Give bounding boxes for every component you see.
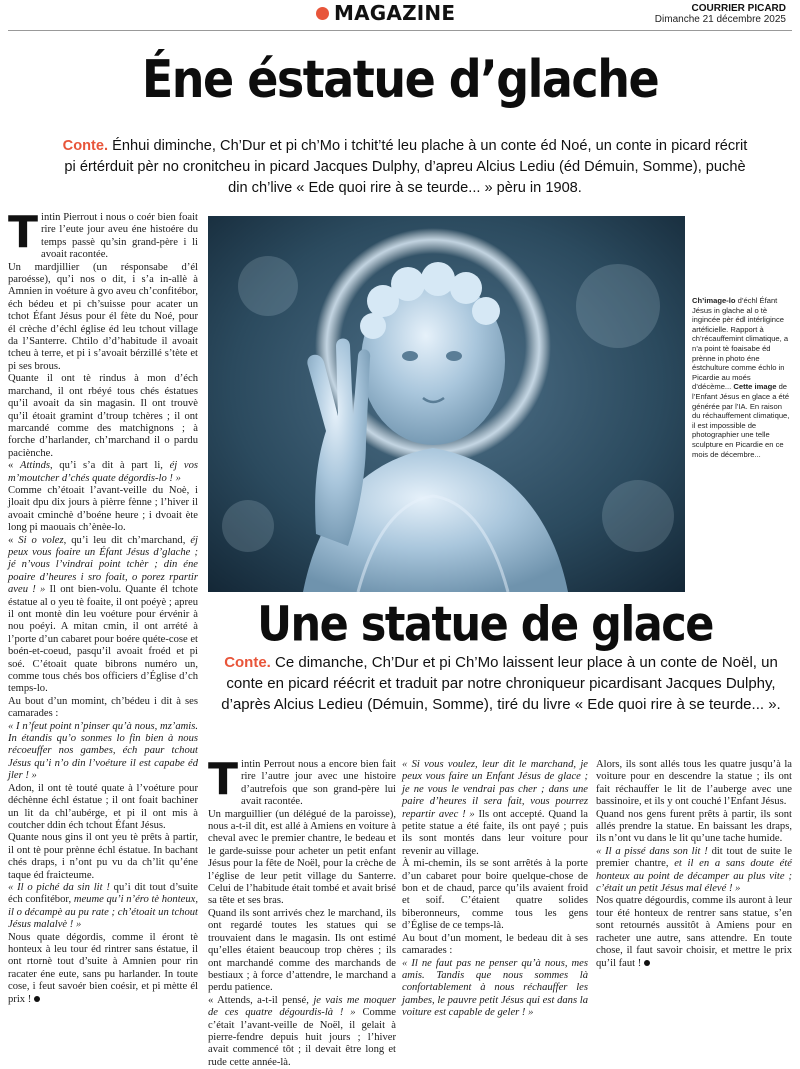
page-header [0, 0, 800, 30]
standfirst-label: Conte. [224, 654, 271, 671]
caption-text-picard: d’échl Éfant Jésus in glache al o tè ingincée pèr édl intérligince artéficielle. Rapport à ch’récauffemint climatique, a n’a point tè foaisabe éd prènne in photo éne éstchulture comme échlo in Picardie au moés d’décème... [692, 296, 789, 392]
standfirst-text: Ce dimanche, Ch’Dur et pi Ch’Mo laissent leur place à un conte de Noël, un conte en picard réécrit et traduit par notre chroniqueur picardisant Jacques Dulphy, d’après Alcius Ledieu (Démuin, Somme), tiré du livre « Ede quoi rire à se teurde... ». [221, 654, 781, 713]
drop-cap: T [8, 207, 39, 258]
headline-french: Une statue de glace [257, 597, 713, 653]
caption-title-french: Cette image [733, 382, 777, 392]
paragraph: Nous quate dégordis, comme il éront tè honteux à leu tour éd rintrer sans éstatue, il ont rtornè tout d’suite à Amnien pour rin racater éne eute, sans pu harlander. In toute cose, i feut savoér bien coésir, et pi mètte él prix ! [8, 931, 198, 1005]
paragraph: Alors, ils sont allés tous les quatre jusqu’à la voiture pour en descendre la statue ; ils ont fait réchauffer le lit de l’auberge avec une bassinoire, et ils y ont couché l’Enfant Jésus. [596, 759, 792, 808]
rubric-bullet-icon [316, 7, 329, 20]
standfirst-text: Énhui diminche, Ch’Dur et pi ch’Mo i tchit’té leu plache à un conte éd Noé, un conte in picard récrit pi értérduit pèr no cronitcheu in picard Jacques Dulphy, d’apreu Alcius Lediu (éd Démuin, Somme), puchè din ch’live « Ede quoi rire à se teurde... » pèru in 1908. [64, 138, 748, 196]
paragraph: Quante nous gins il ont yeu tè prêts à partir, il ont tè pour prènne échl éstatue. In bachant chés draps, i n’ont pu vu da ch’lit qu’éne taque éd fraicteume. [8, 832, 198, 881]
article-body-french-col1 [208, 754, 397, 1069]
rubric-title: MAGAZINE [334, 1, 456, 25]
paragraph: Nos quatre dégourdis, comme ils auront à leur tour été honteux de rentrer sans statue, s’en sont retournés aussitôt à Amiens pour en racheter une autre, sans attendre. En toute chose, il faut savoir choisir, et mettre le prix qu’il faut ! [596, 895, 792, 969]
paragraph: Quand ils sont arrivés chez le marchand, ils ont regardé toutes les statues qui se trouvaient dans le magasin. Ils ont estimé qu’elles étaient beaucoup trop chères ; ils ont marchandé comme des marchands de bestiaux ; à force d’attendre, le marchand a perdu patience. [208, 907, 396, 994]
paragraph: Quante il ont tè rindus à mon d’éch marchand, il ont rbéyé tous chés éstatues qu’il avoait da sin magasin. Il ont trouvè qu’il étoait gramint d’troup tchères ; il ont marcandé comme des matchignons ; à forche d’harlander, ch’marchand il o pardu paciènche. [8, 373, 198, 459]
paragraph: « Il a pissé dans son lit ! dit tout de suite le premier chantre, et il en a sans doute été honteux au point de décamper au plus vite ; c’était un petit Jésus mal élevé ! » [596, 845, 792, 895]
paragraph: intin Pierrout i nous o coér bien foait rire l’eute jour aveu éne histoére du temps passè qu’sin grand-père i li avoait racontée. [41, 212, 198, 261]
drop-cap: T [208, 754, 239, 805]
paragraph: « Si vous voulez, leur dit le marchand, je peux vous faire un Enfant Jésus de glace ; je ne vous le vendrai pas cher ; dans une paire d’heures il sera fait, vous pourrez repartir avec ! » Ils ont accepté. Quand la petite statue a été faite, ils ont payé ; puis ils sont montés dans leur voiture pour revenir au village. [402, 759, 588, 857]
issue-date: Dimanche 21 décembre 2025 [654, 14, 786, 25]
paragraph: intin Perrout nous a encore bien fait rire l’autre jour avec une histoire d’autrefois que son grand-père lui avait racontée. [241, 759, 396, 808]
paragraph: « Si o volez, qu’i leu dit ch’marchand, éj peux vous foaire un Éfant Jésus d’glache ; jé n’vous l’vindrai point tchèr ; din éne poaire d’heures i sro foait, o porez rpartir aveu ! » Il ont bien-volu. Quante él tchote éstatue al o yeu tè foaite, il ont poéyè ; apreu il ont montè din leu voéture pour érvénir à nou poéyi. A mitan cmin, il ont arrété à l’porte d’un cabaret pour boére quéte-cose et boén-et-coeud, pasqu’il avoait froéd et pi soé. C’étoait quate bibrons numéro un, comme tous chés bos officiers d’Église d’ch temps-lo. [8, 534, 199, 695]
paragraph: À mi-chemin, ils se sont arrêtés à la porte d’un cabaret pour boire quelque-chose de bon et de chaud, parce qu’ils avaient froid et soif. C’étaient quatre solides biberonneurs, comme tous les gens d’Église de ce temps-là. [402, 858, 588, 932]
paragraph: Au bout d’un moment, le bedeau dit à ses camarades : [402, 932, 588, 957]
paragraph: « Attinds, qu’i s’a dit à part li, éj vos m’moutcher d’chés quate dégordis-lo ! » [8, 460, 199, 484]
newspaper-name: COURRIER PICARD [691, 3, 786, 14]
headline-picard: Éne éstatue d’glache [141, 48, 659, 110]
paragraph: Quand nos gens furent prêts à partir, ils sont allés prendre la statue. En baissant les draps, ils n’ont vu dans le lit qu’une tache humide. [596, 808, 792, 845]
article-body-picard [8, 207, 199, 1006]
caption-title-picard: Ch’image-lo [692, 296, 736, 305]
paragraph: Un mardjillier (un résponsabe d’él paroésse), qu’i nos o dit, i s’a in-allè à Amnien in voéture à gvo aveu ch’confitébor, éch bédeu et pi ch’suisse pour acater un tchot Éfant Jésus pour él fète du Noé, pour él crèche d’échl église éd leu tchout village da l’Santerre. Chtilo d’d’habitude il avoait tcheu à terre, et pi i s’avoait bérzillé s’tète et pi ses brous. [8, 261, 198, 372]
standfirst-label: Conte. [62, 138, 109, 154]
article-body-french-col2 [402, 759, 588, 1020]
ice-statue-photo [208, 216, 685, 592]
paragraph: Adon, il ont tè touté quate à l’voéture pour déchènne échl éstatue ; il ont foait bachiner un lit da chl’aubérge, et pi il ont mis à coutcher ddin éch tchout Éfant Jésus. [8, 782, 198, 831]
end-of-article-icon [644, 960, 650, 966]
end-of-article-icon [34, 996, 40, 1002]
paragraph: Au bout d’un momint, ch’bédeu i dit à ses camarades : [8, 695, 198, 720]
masthead [655, 3, 786, 25]
article-body-french-col3 [596, 759, 792, 970]
paragraph: « Il o piché da sin lit ! qu’i dit tout d’suite éch confitébor, meume qu’i n’éro tè honteux, il o décampè au pu rate ; ch’étoait un tchout Jésus malalvè ! » [8, 881, 199, 931]
photo-caption [692, 296, 792, 459]
standfirst-french [212, 652, 790, 715]
paragraph: « Attends, a-t-il pensé, je vais me moquer de ces quatre dégourdis-là ! » Comme c’était l’avant-veille de Noël, il gelait à pierre-fendre depuis huit jours ; l’hiver avait commencé tôt ; il devait être long et rude cette année-là. [208, 994, 397, 1068]
paragraph: « I n’feut point n’pinser qu’à nous, mz’amis. In étandis qu’o sonmes lo fin bien à nous récoeuffer nos gambes, éch paur tchout Jésus qu’i n’o din l’voéture il est capabe éd jler ! » [8, 720, 198, 782]
header-divider [8, 30, 792, 31]
paragraph: « Il ne faut pas ne penser qu’à nous, mes amis. Tandis que nous sommes là confortablement à nous réchauffer les jambes, le pauvre petit Jésus qui est dans la voiture est capable de geler ! » [402, 957, 588, 1019]
paragraph: Un marguillier (un délégué de la paroisse), nous a-t-il dit, est allé à Amiens en voiture à cheval avec le premier chantre, le bedeau et le garde-suisse pour acheter un petit enfant Jésus pour la fête de Noël, pour la crèche de l’église de leur petit village du Santerre. Celui de l’habitude était tombé et avait brisé sa tête et ses bras. [208, 808, 396, 907]
standfirst-picard [60, 136, 750, 199]
caption-text-french: de l’Enfant Jésus en glace a été générée par l’IA. En raison du réchauffement climatique, il est impossible de photographier une telle sculpture en Picardie en ce mois de décembre... [692, 382, 790, 459]
paragraph: Comme ch’étoait l’avant-veille du Noè, i jloait dpu dix jours à pièrre fènne ; l’hiver il avoait cminchè d’boéne heure ; i dvoait ète long pi maouais ch’ènèe-lo. [8, 484, 198, 534]
